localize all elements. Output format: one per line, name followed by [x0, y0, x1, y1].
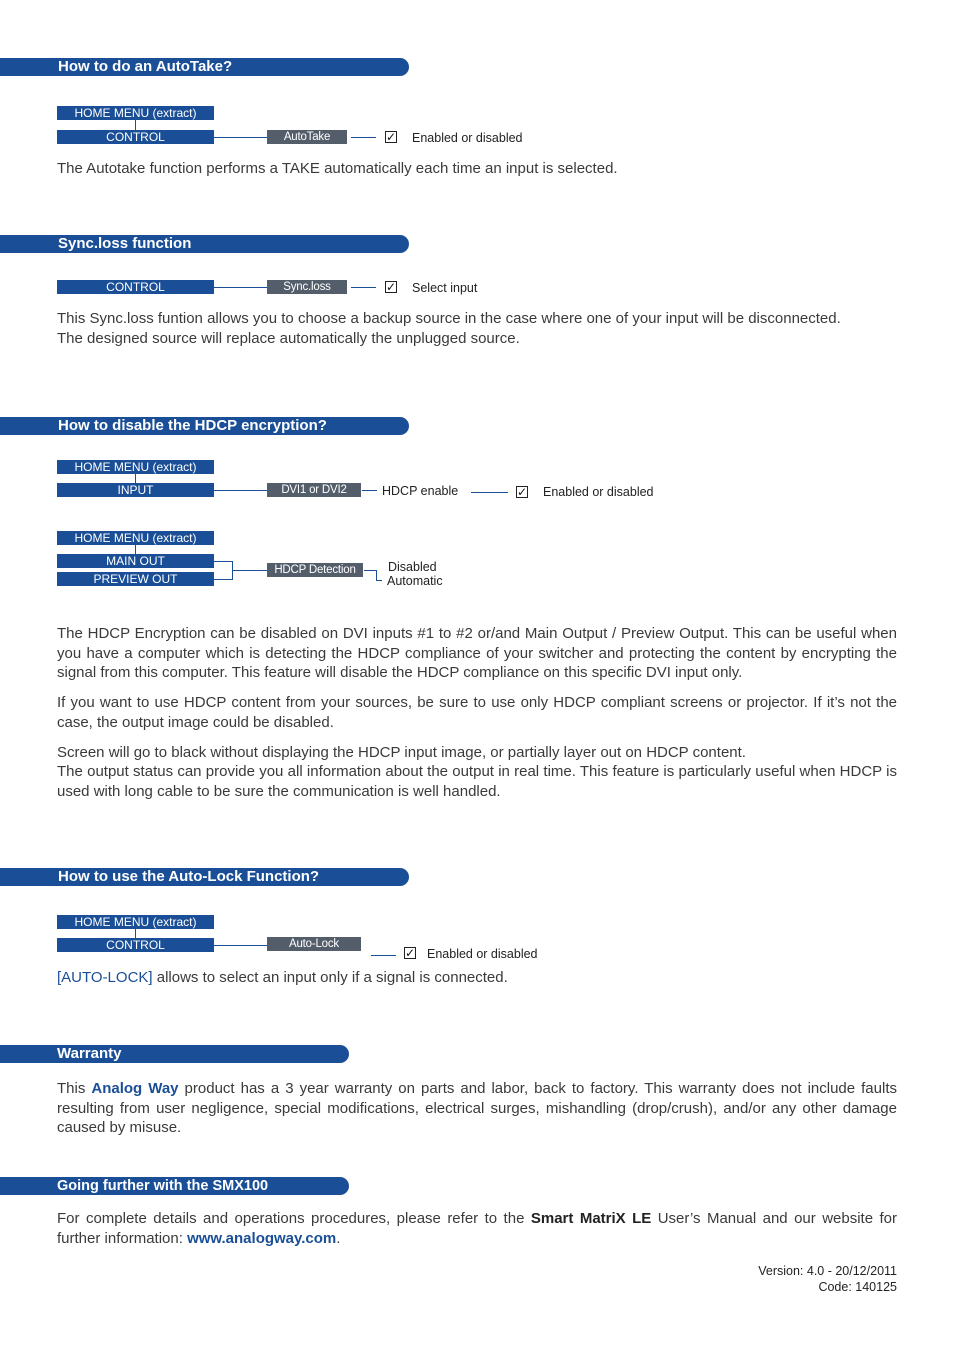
connector-line — [135, 545, 136, 554]
hdcp-paragraph-3a: Screen will go to black without displaying the HDCP input image, or partially layer out on HDCP content. — [57, 744, 746, 761]
option-disabled: Disabled — [388, 560, 437, 574]
connector-line — [471, 492, 508, 493]
section-header-going-further: Going further with the SMX100 — [0, 1177, 349, 1195]
hdcp-paragraph-1: The HDCP Encryption can be disabled on DVI inputs #1 to #2 or/and Main Output / Preview Output. This can be useful when you have a computer which is detecting the HDCP compliance of your switcher and protecting the content by encrypting the signal from this computer. This feature will disable the HDCP compliance on this specific DVI input only. — [57, 625, 897, 681]
checkbox-icon: ✓ — [405, 946, 416, 960]
section-header-warranty: Warranty — [0, 1045, 349, 1063]
option-box-dvi: DVI1 or DVI2 — [267, 483, 361, 497]
autolock-keyword: [AUTO-LOCK] — [57, 969, 153, 986]
bracket-line — [214, 561, 232, 562]
website-link[interactable]: www.analogway.com — [187, 1229, 337, 1247]
checkbox-icon: ✓ — [517, 485, 528, 499]
connector-line — [135, 929, 136, 938]
version-text: Version: 4.0 - 20/12/2011 — [758, 1264, 897, 1278]
section-header-hdcp: How to disable the HDCP encryption? — [0, 417, 409, 435]
check-label: Enabled or disabled — [543, 485, 654, 499]
check-label: Select input — [412, 281, 478, 295]
further-text — [57, 1209, 897, 1248]
further-end: . — [336, 1229, 341, 1247]
further-mid: User’s Manual and our website for further information: — [57, 1210, 897, 1247]
further-pre: For complete details and operations procedures, please refer to the — [57, 1210, 531, 1227]
option-automatic: Automatic — [387, 574, 443, 588]
menu-box-home-menu: HOME MENU (extract) — [57, 460, 214, 474]
autolock-description — [57, 968, 897, 988]
bracket-line — [364, 570, 376, 571]
connector-line — [371, 955, 396, 956]
hdcp-paragraph-2: If you want to use HDCP content from your sources, be sure to use only HDCP compliant screens or projector. If it’s not the case, the output image could be disabled. — [57, 694, 897, 731]
menu-box-main-out: MAIN OUT — [57, 554, 214, 568]
connector-line — [214, 945, 267, 946]
autolock-text: allows to select an input only if a signal is connected. — [152, 969, 508, 986]
menu-box-control: CONTROL — [57, 130, 214, 144]
warranty-text — [57, 1079, 897, 1138]
menu-box-home-menu: HOME MENU (extract) — [57, 106, 214, 120]
option-box-syncloss: Sync.loss — [267, 280, 347, 294]
connector-line — [214, 287, 267, 288]
autotake-description: The Autotake function performs a TAKE automatically each time an input is selected. — [57, 160, 618, 177]
connector-line — [135, 474, 136, 483]
connector-line — [232, 570, 267, 571]
checkbox-icon: ✓ — [386, 130, 397, 144]
connector-line — [351, 137, 376, 138]
menu-box-control: CONTROL — [57, 938, 214, 952]
connector-line — [214, 490, 267, 491]
bracket-line — [214, 579, 232, 580]
connector-line — [214, 137, 267, 138]
product-name: Smart MatriX LE — [530, 1210, 652, 1227]
hdcp-enable-label: HDCP enable — [382, 484, 459, 498]
warranty-pre: This — [57, 1080, 92, 1097]
option-box-autolock: Auto-Lock — [267, 937, 361, 951]
checkbox-icon: ✓ — [386, 280, 397, 294]
warranty-post: product has a 3 year warranty on parts and labor, back to factory. This warranty does not include faults resulting from user negligence, special modifications, electrical surges, mishandling (drop/crush), and/or any other damage caused by misuse. — [57, 1080, 897, 1136]
hdcp-paragraph-3b: The output status can provide you all information about the output in real time. This feature is particularly useful when HDCP is used with long cable to be sure the communication is well handled. — [57, 763, 897, 800]
code-text: Code: 140125 — [818, 1280, 897, 1294]
menu-box-preview-out: PREVIEW OUT — [57, 572, 214, 586]
menu-box-control: CONTROL — [57, 280, 214, 294]
menu-box-home-menu: HOME MENU (extract) — [57, 531, 214, 545]
section-header-syncloss: Sync.loss function — [0, 235, 409, 253]
section-header-autolock: How to use the Auto-Lock Function? — [0, 868, 409, 886]
syncloss-description-1: This Sync.loss funtion allows you to choose a backup source in the case where one of your input will be disconnected. — [57, 310, 841, 327]
bracket-line — [376, 580, 382, 581]
option-box-autotake: AutoTake — [267, 130, 347, 144]
menu-box-home-menu: HOME MENU (extract) — [57, 915, 214, 929]
connector-line — [362, 490, 377, 491]
syncloss-description-2: The designed source will replace automatically the unplugged source. — [57, 330, 520, 347]
check-label: Enabled or disabled — [427, 947, 538, 961]
connector-line — [351, 287, 376, 288]
menu-box-input: INPUT — [57, 483, 214, 497]
option-box-hdcp-detection: HDCP Detection — [267, 563, 363, 577]
section-header-autotake: How to do an AutoTake? — [0, 58, 409, 76]
connector-line — [135, 120, 136, 130]
brand-name: Analog Way — [91, 1080, 179, 1097]
check-label: Enabled or disabled — [412, 131, 523, 145]
